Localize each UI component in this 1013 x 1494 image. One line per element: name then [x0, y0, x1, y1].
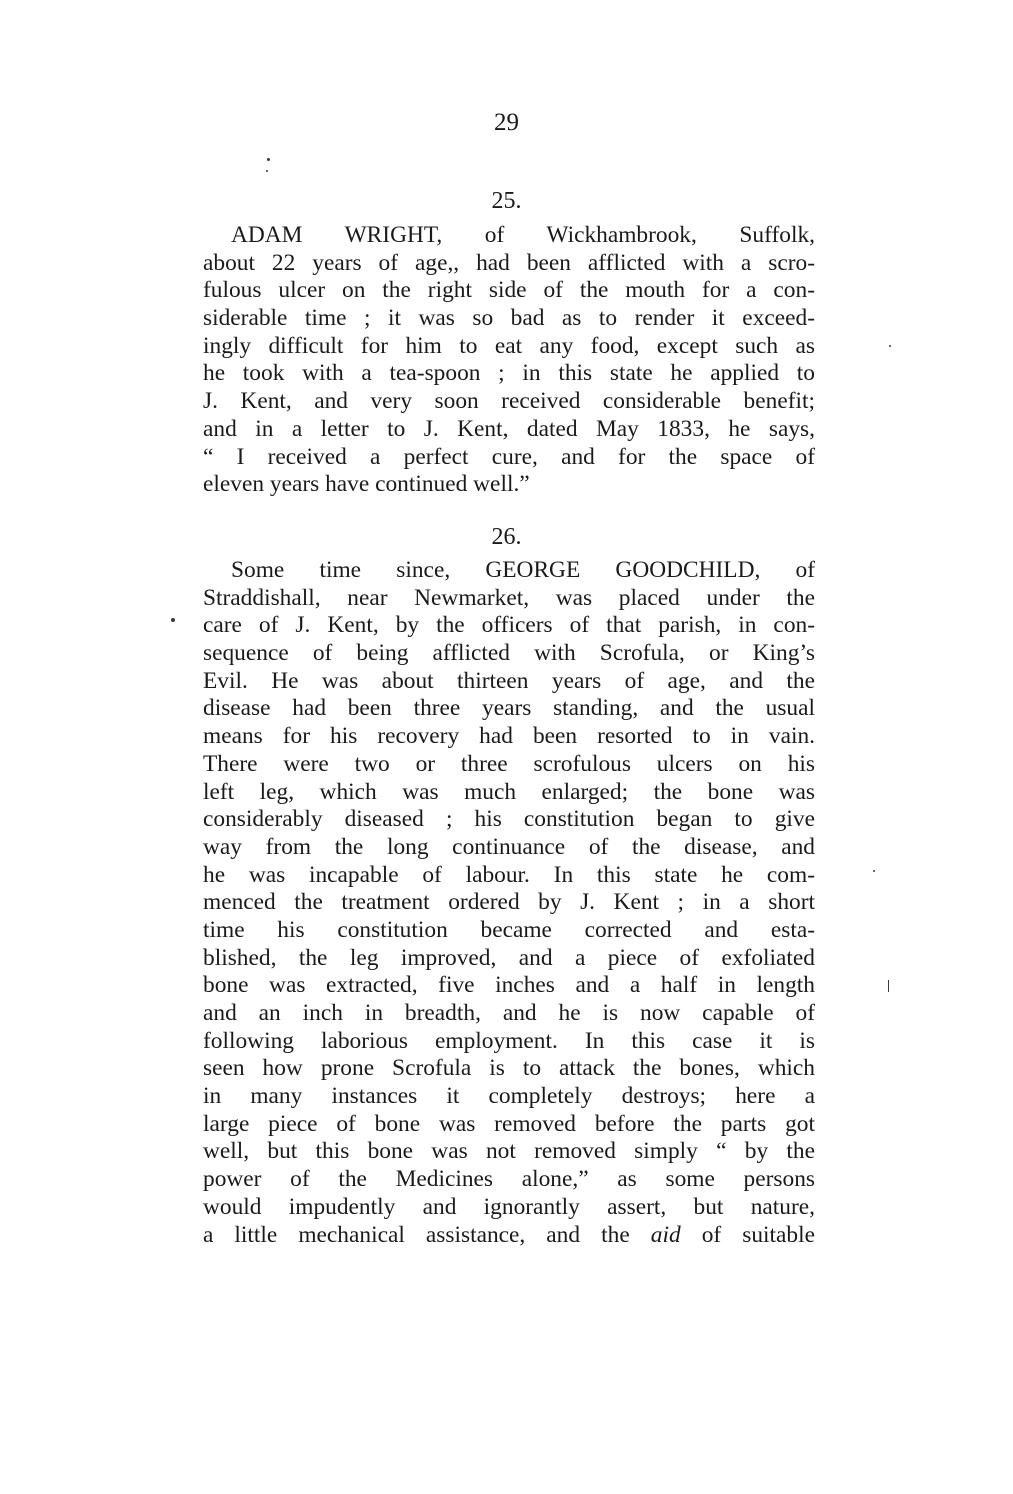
scan-speck [267, 158, 270, 161]
text-line: J. Kent, and very soon received considerable benefit; [203, 388, 815, 415]
text-line: menced the treatment ordered by J. Kent ; in a short [203, 889, 815, 916]
text-line: large piece of bone was removed before the parts got [203, 1110, 815, 1137]
text-line: would impudently and ignorantly assert, but nature, [203, 1193, 815, 1220]
text-line: disease had been three years standing, and the usual [203, 695, 815, 722]
text-line: way from the long continuance of the disease, and [203, 833, 815, 860]
text-segment: a little mechanical assistance, and the [203, 1221, 630, 1248]
italic-word: aid [650, 1221, 681, 1248]
text-line: well, but this bone was not removed simply “ by the [203, 1138, 815, 1165]
page-number: 29 [494, 109, 519, 136]
text-line: about 22 years of age,, had been afflicted with a scro- [203, 249, 815, 276]
text-line: Straddishall, near Newmarket, was placed under the [203, 584, 815, 611]
scan-speck [171, 618, 175, 622]
text-line: care of J. Kent, by the officers of that parish, in con- [203, 612, 815, 639]
text-line: blished, the leg improved, and a piece of exfoliated [203, 944, 815, 971]
text-line: Evil. He was about thirteen years of age, and the [203, 667, 815, 694]
text-line: time his constitution became corrected and esta- [203, 916, 815, 943]
text-line: in many instances it completely destroys; here a [203, 1083, 815, 1110]
text-line: fulous ulcer on the right side of the mouth for a con- [203, 277, 815, 304]
text-line: There were two or three scrofulous ulcers on his [203, 750, 815, 777]
text-line: eleven years have continued well.” [203, 471, 530, 498]
text-line: left leg, which was much enlarged; the bone was [203, 778, 815, 805]
text-line: and an inch in breadth, and he is now capable of [203, 1000, 815, 1026]
entry-paragraph [203, 222, 815, 499]
text-line: following laborious employment. In this case it is [203, 1027, 815, 1054]
scan-speck [266, 170, 268, 172]
scan-speck [873, 870, 875, 872]
entry-number: 26. [491, 524, 522, 550]
text-line: Some time since, GEORGE GOODCHILD, of [231, 557, 815, 583]
text-line: means for his recovery had been resorted to in vain. [203, 723, 815, 750]
text-line: he was incapable of labour. In this state he com- [203, 861, 815, 888]
text-line: siderable time ; it was so bad as to render it exceed- [203, 305, 815, 332]
entry-number: 25. [491, 188, 522, 214]
scan-speck [888, 980, 889, 992]
text-line [203, 1222, 815, 1250]
text-line: he took with a tea-spoon ; in this state he applied to [203, 360, 815, 387]
entry-paragraph [203, 557, 815, 1249]
scan-speck [889, 345, 891, 347]
text-line: ingly difficult for him to eat any food, except such as [203, 332, 815, 359]
text-line: bone was extracted, five inches and a half in length [203, 972, 815, 999]
text-line: seen how prone Scrofula is to attack the bones, which [203, 1055, 815, 1082]
text-segment: of suitable [701, 1221, 815, 1248]
text-line: power of the Medicines alone,” as some persons [203, 1166, 815, 1193]
text-line: considerably diseased ; his constitution began to give [203, 806, 815, 833]
text-line: “ I received a perfect cure, and for the space of [203, 443, 815, 470]
text-line: sequence of being afflicted with Scrofula, or King’s [203, 640, 815, 667]
text-line: ADAM WRIGHT, of Wickhambrook, Suffolk, [231, 222, 815, 248]
text-line: and in a letter to J. Kent, dated May 1833, he says, [203, 415, 815, 442]
